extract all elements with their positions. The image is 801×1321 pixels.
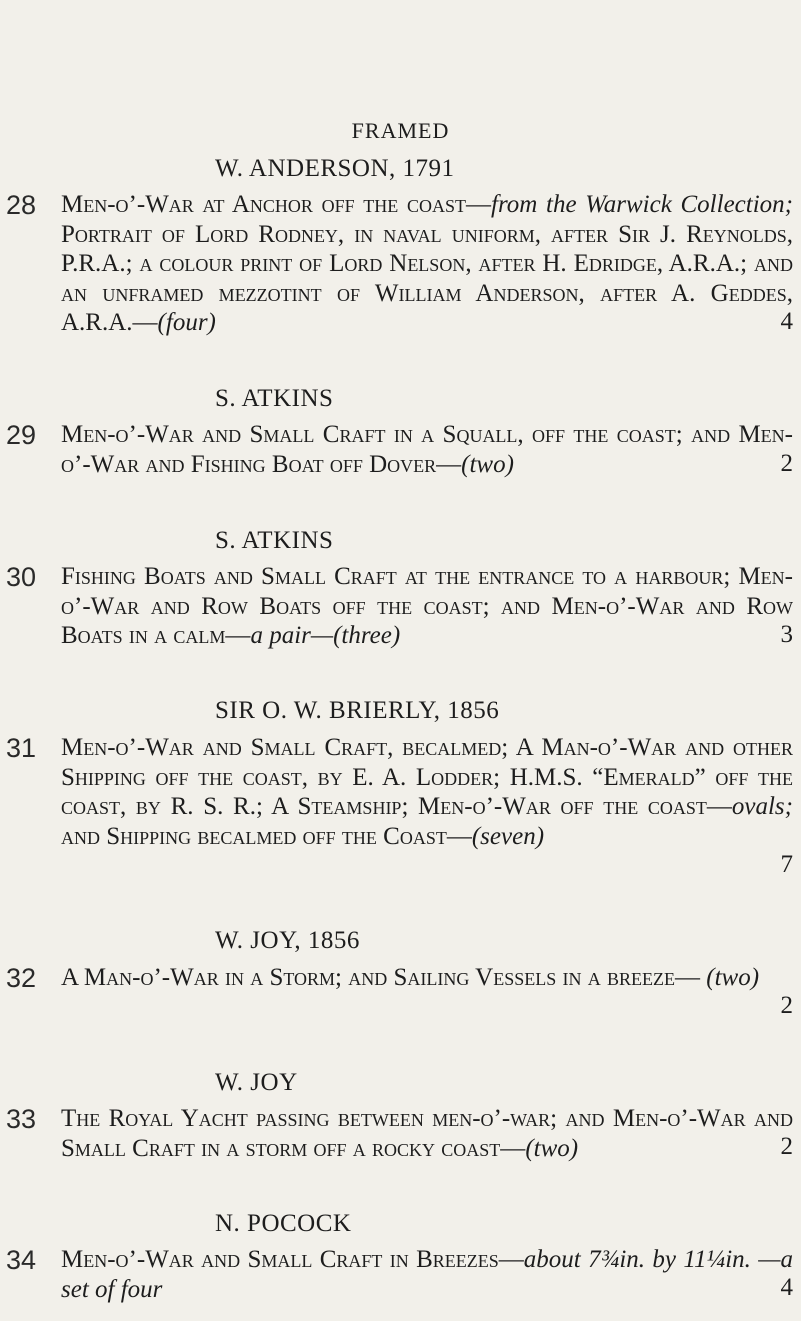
lot-31-number: 31 <box>6 733 37 763</box>
lot-29-quantity: 2 <box>780 450 793 477</box>
lot-31-description <box>61 733 793 851</box>
lot-30-artist: S. ATKINS <box>215 527 334 554</box>
lot-31-text2: and Shipping becalmed off the Coast— <box>61 822 472 850</box>
lot-33-description <box>61 1104 793 1163</box>
lot-34-description <box>61 1245 793 1304</box>
lot-28-number: 28 <box>6 190 37 220</box>
lot-34-number: 34 <box>6 1245 37 1275</box>
lot-32-description <box>61 963 793 993</box>
section-title: FRAMED <box>351 118 450 143</box>
lot-32-count: (two) <box>706 964 760 991</box>
lot-28-artist: W. ANDERSON, 1791 <box>215 155 455 182</box>
lot-29-text: Men-o’-War and Small Craft in a Squall, off the coast; and Men-o’-War and Fishing Boat off Dover— <box>61 421 793 478</box>
lot-34-text: Men-o’-War and Small Craft in Breezes— <box>61 1246 524 1273</box>
lot-28-text2: Portrait of Lord Rodney, in naval uniform, after Sir J. Reynolds, P.R.A.; a colour print of Lord Nelson, after H. Edridge, A.R.A.; and an unframed mezzotint of William Anderson, after A. Geddes, A.R.A.— <box>61 220 793 336</box>
lot-31-quantity: 7 <box>780 851 793 878</box>
lot-33-text: The Royal Yacht passing between men-o’-war; and Men-o’-War and Small Craft in a storm off a rocky coast— <box>61 1105 793 1162</box>
lot-28-count: (four) <box>157 309 216 336</box>
lot-29-artist: S. ATKINS <box>215 385 334 412</box>
lot-30-count: a pair—(three) <box>250 622 401 649</box>
lot-34-quantity: 4 <box>780 1274 793 1301</box>
lot-28-text: Men-o’-War at Anchor off the coast— <box>61 191 491 218</box>
lot-31-extra: ovals; <box>731 793 793 820</box>
lot-32-quantity: 2 <box>780 992 793 1019</box>
lot-32-number: 32 <box>6 963 37 993</box>
lot-28-source: from the Warwick Collection; <box>491 191 793 218</box>
lot-29-count: (two) <box>461 450 514 478</box>
lot-34-count: about 7¾in. by 11¼in. —a set of four <box>61 1246 793 1303</box>
lot-31-artist: SIR O. W. BRIERLY, 1856 <box>215 697 500 724</box>
lot-28-quantity: 4 <box>780 308 793 335</box>
lot-31-text: Men-o’-War and Small Craft, becalmed; A Man-o’-War and other Shipping off the coast, by E. A. Lodder; H.M.S. “Emerald” off the coast, by R. S. R.; A Steamship; Men-o’-War off the coast— <box>61 734 793 820</box>
lot-30-quantity: 3 <box>780 621 793 648</box>
lot-31-count: (seven) <box>471 822 545 850</box>
lot-32-artist: W. JOY, 1856 <box>215 927 360 954</box>
lot-33-artist: W. JOY <box>215 1069 298 1096</box>
lot-30-text: Fishing Boats and Small Craft at the entrance to a harbour; Men-o’-War and Row Boats off the coast; and Men-o’-War and Row Boats in a calm— <box>61 563 793 649</box>
lot-33-number: 33 <box>6 1104 37 1134</box>
lot-30-description <box>61 562 793 651</box>
lot-33-quantity: 2 <box>780 1133 793 1160</box>
lot-34-artist: N. POCOCK <box>215 1210 352 1237</box>
lot-29-description <box>61 420 793 479</box>
lot-32-text: A Man-o’-War in a Storm; and Sailing Vessels in a breeze— <box>61 964 700 991</box>
lot-30-number: 30 <box>6 562 37 592</box>
lot-28-description <box>61 190 793 338</box>
lot-33-count: (two) <box>525 1134 579 1162</box>
lot-29-number: 29 <box>6 420 37 450</box>
